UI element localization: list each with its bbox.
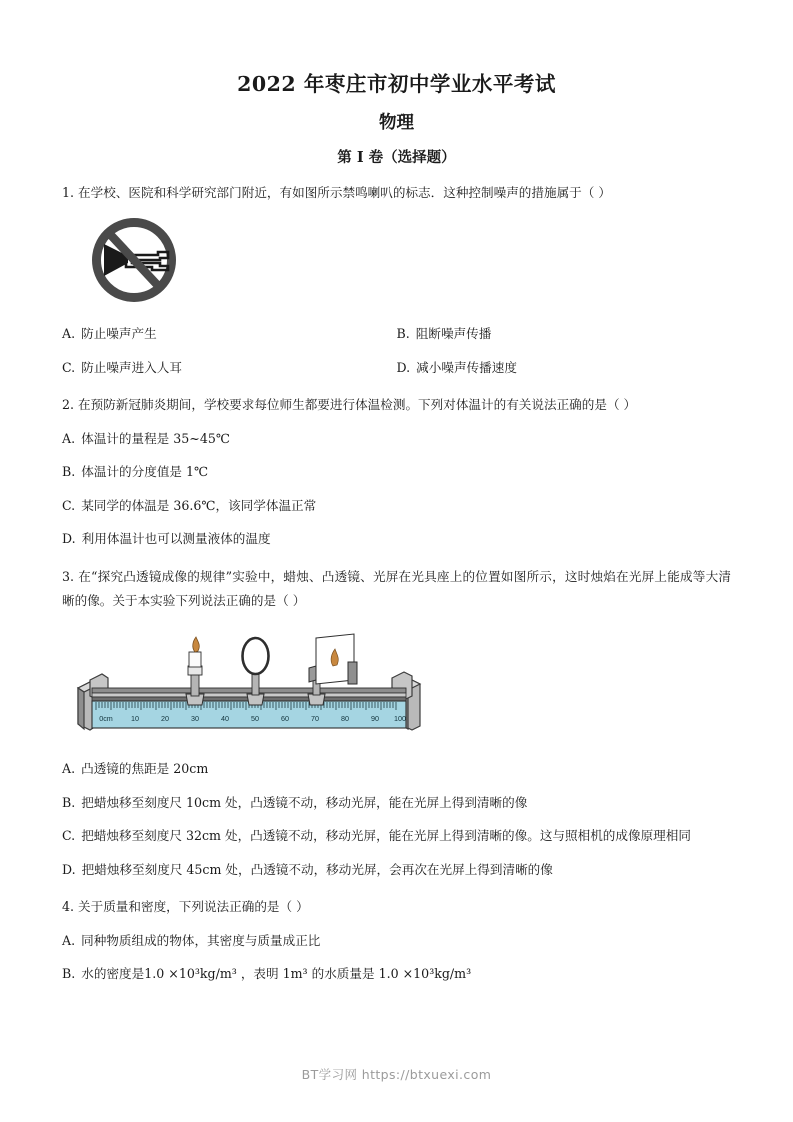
ruler-minor-ticks: [96, 702, 396, 710]
option-3-d: [62, 858, 731, 883]
option-1-c: [62, 356, 397, 381]
prohibition-slash-icon: [92, 218, 176, 302]
option-2-d: [62, 527, 731, 552]
option-4-a: [62, 929, 731, 954]
option-2-b: [62, 460, 731, 485]
convex-lens: [243, 638, 269, 674]
subject-title: 物理: [379, 112, 414, 133]
option-1-c-label: C.: [62, 359, 76, 375]
question-1-options: [62, 312, 731, 380]
svg-text:50: 50: [251, 713, 259, 723]
svg-text:10: 10: [131, 713, 139, 723]
option-2-b-label: B.: [62, 464, 76, 480]
option-3-c-label: C.: [62, 828, 76, 844]
option-2-c-label: C.: [62, 497, 76, 513]
option-2-b-text: 体温计的分度值是 1℃: [81, 464, 209, 480]
option-3-b: [62, 791, 731, 816]
candle-flame: [193, 637, 200, 652]
svg-text:0cm: 0cm: [99, 713, 113, 723]
svg-text:90: 90: [371, 713, 379, 723]
question-2: [62, 393, 731, 552]
option-2-a: [62, 427, 731, 452]
option-4-a-label: A.: [62, 932, 76, 948]
option-4-b: [62, 962, 731, 987]
question-1-stem: 1. 在学校、医院和科学研究部门附近，有如图所示禁鸣喇叭的标志．这种控制噪声的措施属于（ ）: [62, 185, 611, 201]
svg-text:80: 80: [341, 713, 349, 723]
question-2-stem: 2. 在预防新冠肺炎期间，学校要求每位师生都要进行体温检测。下列对体温计的有关说法正确的是（ ）: [62, 397, 637, 413]
question-4-stem: 4. 关于质量和密度，下列说法正确的是（ ）: [62, 899, 309, 915]
question-3-stem: 3. 在“探究凸透镜成像的规律”实验中，蜡烛、凸透镜、光屏在光具座上的位置如图所示，这时烛焰在光屏上能成等大清晰的像。关于本实验下列说法正确的是（ ）: [62, 568, 731, 609]
option-1-c-text: 防止噪声进入人耳: [81, 359, 182, 375]
option-1-b-text: 阻断噪声传播: [415, 326, 492, 342]
option-3-c: [62, 824, 731, 849]
option-2-c: [62, 494, 731, 519]
option-3-a: [62, 757, 731, 782]
option-1-d-label: D.: [396, 359, 411, 375]
svg-text:100: 100: [394, 713, 406, 723]
svg-text:40: 40: [221, 713, 229, 723]
option-1-b-label: B.: [396, 326, 410, 342]
option-1-a-label: A.: [62, 326, 76, 342]
option-1-d: [397, 356, 732, 381]
svg-text:20: 20: [161, 713, 169, 723]
optical-bench-svg: [70, 630, 430, 748]
question-4: [62, 895, 731, 987]
section-heading: 第 I 卷（选择题）: [337, 149, 456, 167]
option-4-b-text: 水的密度是1.0 ×10³kg/m³ ，表明 1m³ 的水质量是 1.0 ×10³kg/m³: [81, 966, 472, 982]
option-3-d-text: 把蜡烛移至刻度尺 45cm 处，凸透镜不动，移动光屏，会再次在光屏上得到清晰的像: [81, 861, 553, 877]
option-4-a-text: 同种物质组成的物体，其密度与质量成正比: [81, 932, 321, 948]
option-3-b-text: 把蜡烛移至刻度尺 10cm 处，凸透镜不动，移动光屏，能在光屏上得到清晰的像: [81, 794, 528, 810]
question-2-options: [62, 427, 731, 552]
no-horn-sign: [84, 216, 208, 312]
page-title: 2022 年枣庄市初中学业水平考试: [237, 72, 556, 96]
option-1-d-text: 减小噪声传播速度: [416, 359, 517, 375]
option-2-d-label: D.: [62, 531, 76, 547]
option-3-b-label: B.: [62, 794, 76, 810]
option-3-a-text: 凸透镜的焦距是 20cm: [81, 760, 209, 776]
site-watermark: BT学习网 https://btxuexi.com: [301, 1067, 492, 1082]
option-4-b-label: B.: [62, 966, 76, 982]
svg-text:30: 30: [191, 713, 199, 723]
option-2-a-label: A.: [62, 430, 76, 446]
option-3-d-label: D.: [62, 861, 76, 877]
candle-assembly: [186, 637, 204, 705]
option-3-a-label: A.: [62, 760, 76, 776]
option-3-c-text: 把蜡烛移至刻度尺 32cm 处，凸透镜不动，移动光屏，能在光屏上得到清晰的像。这与照相机的成像原理相同: [81, 828, 691, 844]
question-4-options: [62, 929, 731, 987]
question-1: [62, 181, 731, 380]
option-2-c-text: 某同学的体温是 36.6℃，该同学体温正常: [81, 497, 317, 513]
option-2-d-text: 利用体温计也可以测量液体的温度: [81, 531, 271, 547]
question-3-options: [62, 757, 731, 882]
option-1-a: [62, 322, 397, 347]
option-1-b: [397, 322, 732, 347]
option-1-a-text: 防止噪声产生: [81, 326, 157, 342]
optical-bench-figure: [70, 630, 430, 748]
option-2-a-text: 体温计的量程是 35~45℃: [81, 430, 230, 446]
svg-text:60: 60: [281, 713, 289, 723]
question-3: [62, 565, 731, 882]
svg-text:70: 70: [311, 713, 319, 723]
